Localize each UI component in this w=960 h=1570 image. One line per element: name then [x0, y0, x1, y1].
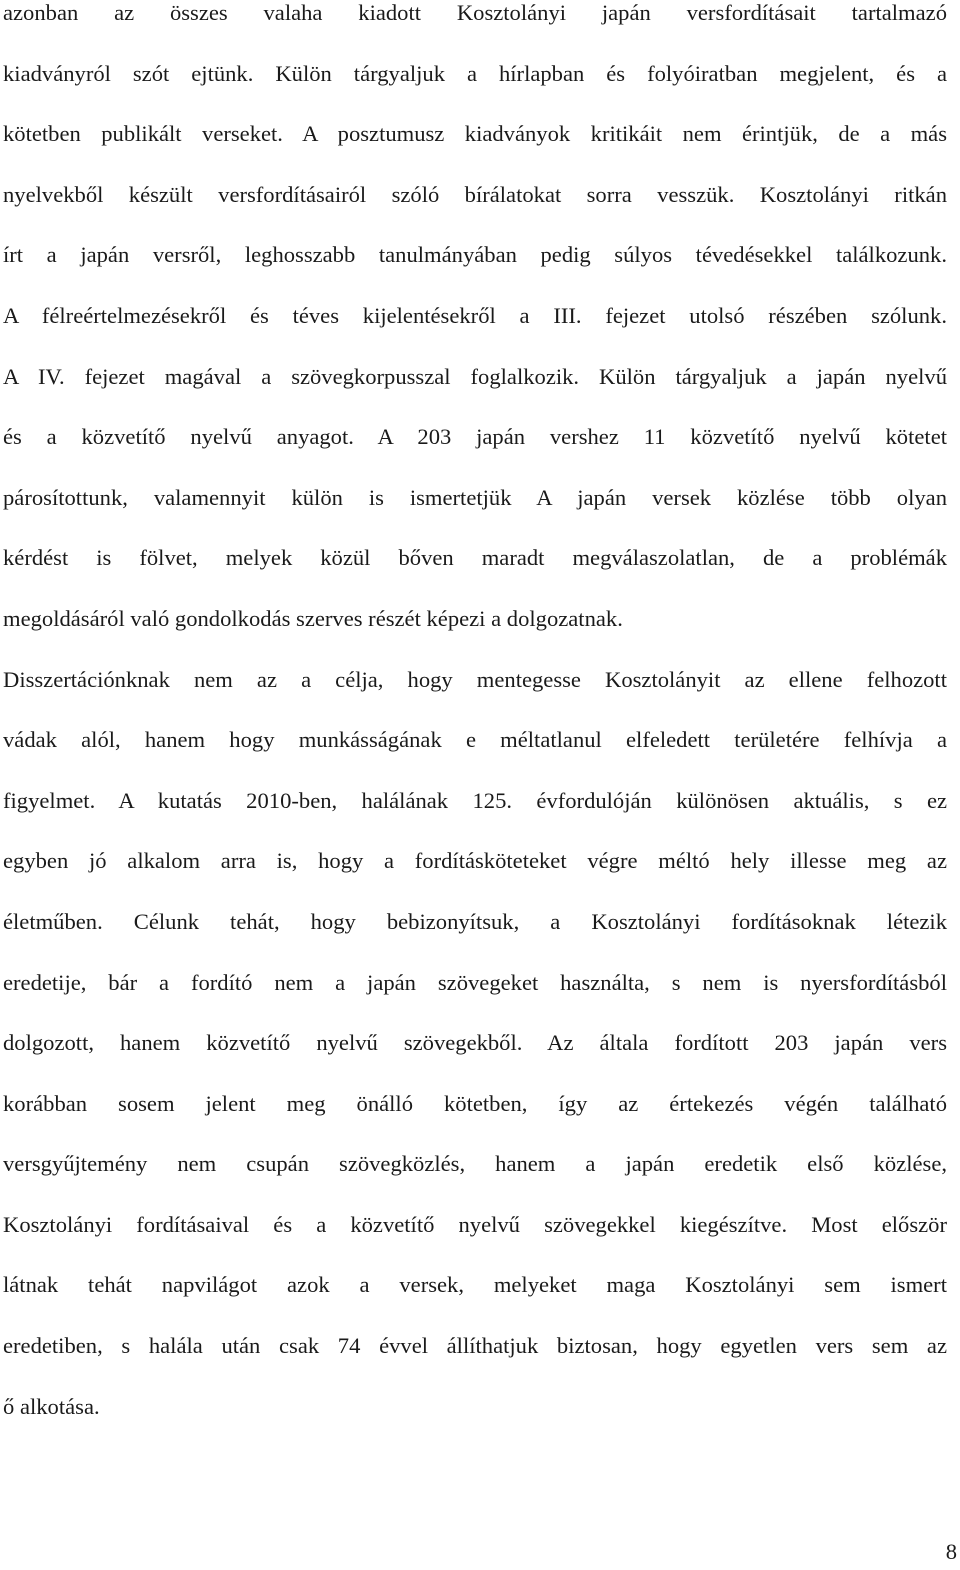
text-line: A IV. fejezet magával a szövegkorpusszal foglalkozik. Külön tárgyaljuk a japán nyelvű	[3, 363, 947, 389]
text-line: életműben. Célunk tehát, hogy bebizonyítsuk, a Kosztolányi fordításoknak létezik	[3, 908, 947, 934]
text-line: és a közvetítő nyelvű anyagot. A 203 japán vershez 11 közvetítő nyelvű kötetet	[3, 424, 947, 450]
text-line: kiadványról szót ejtünk. Külön tárgyaljuk a hírlapban és folyóiratban megjelent, és a	[3, 60, 947, 86]
text-line: egyben jó alkalom arra is, hogy a fordításköteteket végre méltó hely illesse meg az	[3, 848, 947, 874]
text-line: kérdést is fölvet, melyek közül bőven maradt megválaszolatlan, de a problémák	[3, 545, 947, 571]
paragraph-end-line: megoldásáról való gondolkodás szerves részét képezi a dolgozatnak.	[3, 605, 623, 631]
text-line: párosítottunk, valamennyit külön is ismertetjük A japán versek közlése több olyan	[3, 484, 947, 510]
text-line: Disszertációnknak nem az a célja, hogy mentegesse Kosztolányit az ellene felhozott	[3, 666, 947, 692]
text-line: nyelvekből készült versfordításairól szóló bírálatokat sorra vesszük. Kosztolányi ritkán	[3, 181, 947, 207]
text-line: figyelmet. A kutatás 2010-ben, halálának 125. évfordulóján különösen aktuális, s ez	[3, 787, 947, 813]
text-line: korábban sosem jelent meg önálló kötetben, így az értekezés végén található	[3, 1090, 947, 1116]
body-text	[3, 0, 947, 1437]
text-line: azonban az összes valaha kiadott Kosztolányi japán versfordításait tartalmazó	[3, 0, 947, 25]
text-line: írt a japán versről, leghosszabb tanulmányában pedig súlyos tévedésekkel találkozunk.	[3, 242, 947, 268]
text-line: kötetben publikált verseket. A posztumusz kiadványok kritikáit nem érintjük, de a más	[3, 121, 947, 147]
text-line: vádak alól, hanem hogy munkásságának e méltatlanul elfeledett területére felhívja a	[3, 727, 947, 753]
text-line: dolgozott, hanem közvetítő nyelvű szövegekből. Az általa fordított 203 japán vers	[3, 1030, 947, 1056]
page-number: 8	[945, 1539, 957, 1564]
text-line: eredetije, bár a fordító nem a japán szövegeket használta, s nem is nyersfordításból	[3, 969, 947, 995]
paragraph-end-line: ő alkotása.	[3, 1393, 100, 1419]
text-line: látnak tehát napvilágot azok a versek, melyeket maga Kosztolányi sem ismert	[3, 1272, 947, 1298]
text-line: Kosztolányi fordításaival és a közvetítő nyelvű szövegekkel kiegészítve. Most először	[3, 1211, 947, 1237]
text-line: versgyűjtemény nem csupán szövegközlés, hanem a japán eredetik első közlése,	[3, 1151, 947, 1177]
text-line: eredetiben, s halála után csak 74 évvel állíthatjuk biztosan, hogy egyetlen vers sem az	[3, 1333, 947, 1359]
text-line: A félreértelmezésekről és téves kijelentésekről a III. fejezet utolsó részében szólunk.	[3, 302, 947, 328]
